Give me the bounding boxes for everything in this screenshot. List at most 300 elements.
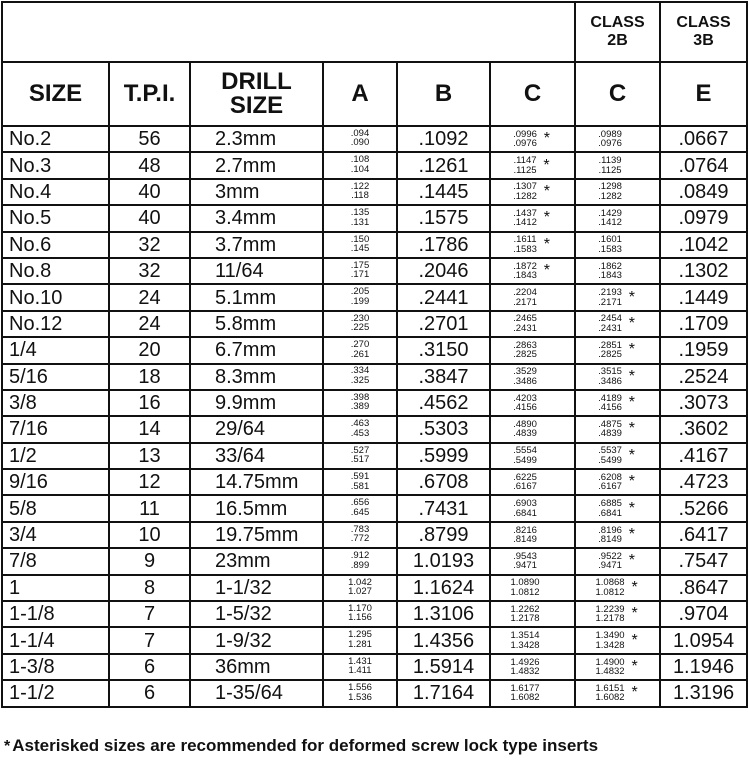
b-cell: .5999 (397, 443, 490, 469)
a-tolerance: .108 .104 (350, 154, 370, 175)
e-cell: .1449 (660, 284, 747, 310)
c-3b-cell (575, 680, 660, 706)
c-2b-cell (490, 152, 575, 178)
table-row (2, 548, 747, 574)
table-row (2, 258, 747, 284)
table-row (2, 443, 747, 469)
tpi-cell: 32 (109, 232, 190, 258)
col-header-a: A (323, 62, 397, 126)
table-row (2, 469, 747, 495)
a-tolerance: .150 .145 (350, 233, 370, 254)
b-cell: .2701 (397, 311, 490, 337)
size-cell: 7/8 (2, 548, 109, 574)
c-3b-cell (575, 548, 660, 574)
a-cell (323, 284, 397, 310)
c-3b-cell (575, 337, 660, 363)
a-cell (323, 654, 397, 680)
tpi-cell: 7 (109, 627, 190, 653)
c-3b-cell (575, 627, 660, 653)
a-cell (323, 126, 397, 152)
b-cell: .1575 (397, 205, 490, 231)
drill-size-cell: 1-5/32 (190, 601, 323, 627)
drill-size-cell: 3.4mm (190, 205, 323, 231)
a-cell (323, 364, 397, 390)
tpi-cell: 48 (109, 152, 190, 178)
a-cell (323, 495, 397, 521)
asterisk-icon: * (628, 288, 636, 306)
tpi-cell: 24 (109, 311, 190, 337)
e-cell: .1302 (660, 258, 747, 284)
c-2b-cell (490, 205, 575, 231)
table-body (2, 126, 747, 707)
a-tolerance: .527 .517 (350, 444, 370, 466)
a-cell (323, 601, 397, 627)
tpi-cell: 40 (109, 179, 190, 205)
c-3b-tolerance: .1429 .1412 (598, 207, 622, 229)
footnote (4, 736, 598, 756)
a-tolerance: .463 .453 (350, 418, 370, 439)
tpi-cell: 18 (109, 364, 190, 390)
table-row (2, 390, 747, 416)
size-cell: 3/4 (2, 522, 109, 548)
a-cell (323, 205, 397, 231)
b-cell: .8799 (397, 522, 490, 548)
c-2b-cell (490, 232, 575, 258)
a-cell (323, 416, 397, 442)
b-cell: .7431 (397, 495, 490, 521)
a-tolerance: .122 .118 (350, 180, 370, 202)
c-3b-tolerance: .1298 .1282 (598, 181, 622, 202)
b-cell: .2046 (397, 258, 490, 284)
a-tolerance: .783 .772 (350, 523, 370, 545)
c-2b-tolerance: 1.6177 1.6082 (510, 682, 540, 704)
c-2b-tolerance: .2465 .2431 (513, 313, 537, 334)
e-cell: .0979 (660, 205, 747, 231)
a-cell (323, 522, 397, 548)
class-2b-header: CLASS 2B (575, 2, 660, 62)
c-3b-tolerance: .6208 .6167 (598, 471, 622, 493)
asterisk-icon: * (628, 314, 636, 332)
col-header-c-3b: C (575, 62, 660, 126)
size-cell: No.4 (2, 179, 109, 205)
b-cell: .5303 (397, 416, 490, 442)
b-cell: .4562 (397, 390, 490, 416)
e-cell: 1.0954 (660, 627, 747, 653)
drill-size-cell: 14.75mm (190, 469, 323, 495)
a-cell (323, 443, 397, 469)
a-tolerance: .591 .581 (350, 471, 370, 492)
tpi-cell: 9 (109, 548, 190, 574)
c-3b-cell (575, 232, 660, 258)
c-2b-tolerance: .1147 .1125 (513, 155, 537, 176)
e-cell: .1709 (660, 311, 747, 337)
c-3b-cell (575, 390, 660, 416)
a-cell (323, 575, 397, 601)
c-2b-tolerance: 1.4926 1.4832 (510, 656, 540, 677)
tpi-cell: 14 (109, 416, 190, 442)
c-3b-cell (575, 364, 660, 390)
tpi-cell: 16 (109, 390, 190, 416)
b-cell: 1.3106 (397, 601, 490, 627)
asterisk-icon: * (628, 446, 636, 464)
a-cell (323, 258, 397, 284)
c-2b-tolerance: .2863 .2825 (513, 339, 537, 361)
a-tolerance: .175 .171 (350, 259, 370, 281)
a-cell (323, 680, 397, 706)
a-cell (323, 311, 397, 337)
tpi-cell: 32 (109, 258, 190, 284)
table-row (2, 364, 747, 390)
c-3b-cell (575, 495, 660, 521)
asterisk-icon: * (543, 182, 551, 200)
tpi-cell: 20 (109, 337, 190, 363)
size-cell: No.12 (2, 311, 109, 337)
b-cell: 1.7164 (397, 680, 490, 706)
c-2b-cell (490, 469, 575, 495)
drill-size-cell: 3.7mm (190, 232, 323, 258)
c-2b-cell (490, 284, 575, 310)
asterisk-icon: * (628, 367, 636, 385)
size-cell: 1-3/8 (2, 654, 109, 680)
footnote-text: Asterisked sizes are recommended for deformed screw lock type inserts (12, 736, 599, 755)
e-cell: 1.1946 (660, 654, 747, 680)
a-cell (323, 390, 397, 416)
e-cell: .5266 (660, 495, 747, 521)
c-3b-tolerance: .4875 .4839 (598, 418, 622, 440)
a-cell (323, 232, 397, 258)
drill-size-cell: 9.9mm (190, 390, 323, 416)
c-3b-cell (575, 311, 660, 337)
c-2b-tolerance: 1.3514 1.3428 (510, 630, 540, 651)
size-cell: 1 (2, 575, 109, 601)
size-cell: 9/16 (2, 469, 109, 495)
e-cell: .0849 (660, 179, 747, 205)
blank-header-cell (2, 2, 575, 62)
a-tolerance: 1.042 1.027 (348, 576, 372, 598)
c-2b-cell (490, 179, 575, 205)
table-row (2, 126, 747, 152)
a-cell (323, 179, 397, 205)
e-cell: .4167 (660, 443, 747, 469)
table-row (2, 284, 747, 310)
c-2b-tolerance: .1307 .1282 (513, 181, 537, 202)
c-2b-cell (490, 311, 575, 337)
a-cell (323, 548, 397, 574)
e-cell: .9704 (660, 601, 747, 627)
c-3b-cell (575, 179, 660, 205)
c-2b-tolerance: 1.0890 1.0812 (510, 577, 540, 598)
drill-size-cell: 2.7mm (190, 152, 323, 178)
tpi-cell: 10 (109, 522, 190, 548)
a-tolerance: .094 .090 (350, 127, 370, 149)
e-cell: .0764 (660, 152, 747, 178)
c-2b-cell (490, 258, 575, 284)
table-row (2, 627, 747, 653)
size-cell: 5/16 (2, 364, 109, 390)
c-3b-tolerance: .2851 .2825 (598, 339, 622, 361)
c-2b-tolerance: .8216 .8149 (513, 524, 537, 546)
c-3b-tolerance: .2454 .2431 (598, 313, 622, 334)
c-2b-tolerance: .6225 .6167 (513, 471, 537, 493)
asterisk-icon: * (628, 499, 636, 517)
size-cell: 1-1/4 (2, 627, 109, 653)
c-3b-tolerance: .2193 .2171 (598, 287, 622, 308)
table-row (2, 495, 747, 521)
drill-size-cell: 5.1mm (190, 284, 323, 310)
e-cell: 1.3196 (660, 680, 747, 706)
c-3b-tolerance: .9522 .9471 (598, 550, 622, 572)
c-2b-cell (490, 654, 575, 680)
size-cell: No.10 (2, 284, 109, 310)
c-2b-cell (490, 416, 575, 442)
col-header-e: E (660, 62, 747, 126)
c-2b-tolerance: .9543 .9471 (513, 550, 537, 572)
tpi-cell: 6 (109, 680, 190, 706)
c-2b-cell (490, 126, 575, 152)
drill-size-cell: 16.5mm (190, 495, 323, 521)
size-cell: 3/8 (2, 390, 109, 416)
tpi-cell: 24 (109, 284, 190, 310)
size-cell: 1-1/8 (2, 601, 109, 627)
a-cell (323, 337, 397, 363)
col-header-b: B (397, 62, 490, 126)
c-2b-cell (490, 601, 575, 627)
table-row (2, 575, 747, 601)
c-3b-tolerance: 1.3490 1.3428 (595, 630, 625, 651)
drill-size-cell: 23mm (190, 548, 323, 574)
c-2b-tolerance: .1611 .1583 (513, 234, 537, 255)
a-tolerance: 1.295 1.281 (348, 629, 372, 650)
e-cell: .1959 (660, 337, 747, 363)
asterisk-icon: * (628, 526, 636, 544)
c-3b-tolerance: .8196 .8149 (598, 524, 622, 546)
c-2b-cell (490, 522, 575, 548)
a-tolerance: .398 .389 (350, 391, 370, 413)
a-tolerance: .135 .131 (350, 207, 370, 228)
c-3b-cell (575, 575, 660, 601)
c-3b-tolerance: 1.4900 1.4832 (595, 656, 625, 677)
size-cell: 1-1/2 (2, 680, 109, 706)
c-3b-tolerance: 1.6151 1.6082 (595, 682, 625, 704)
c-3b-cell (575, 284, 660, 310)
tpi-cell: 12 (109, 469, 190, 495)
a-cell (323, 152, 397, 178)
a-tolerance: 1.431 1.411 (348, 655, 372, 677)
c-2b-tolerance: .3529 .3486 (513, 366, 537, 387)
c-3b-tolerance: .0989 .0976 (598, 128, 622, 150)
b-cell: 1.5914 (397, 654, 490, 680)
asterisk-icon: * (543, 262, 551, 280)
col-header-size: SIZE (2, 62, 109, 126)
c-3b-tolerance: 1.2239 1.2178 (595, 603, 625, 625)
drill-size-cell: 1-9/32 (190, 627, 323, 653)
size-cell: No.6 (2, 232, 109, 258)
c-2b-tolerance: .4203 .4156 (513, 392, 537, 414)
c-2b-tolerance: 1.2262 1.2178 (510, 603, 540, 625)
asterisk-icon: * (543, 156, 550, 174)
tpi-cell: 11 (109, 495, 190, 521)
size-cell: 7/16 (2, 416, 109, 442)
tpi-cell: 8 (109, 575, 190, 601)
col-header-c-2b: C (490, 62, 575, 126)
tpi-cell: 13 (109, 443, 190, 469)
e-cell: .3602 (660, 416, 747, 442)
c-2b-tolerance: .2204 .2171 (513, 287, 537, 308)
class-3b-header: CLASS 3B (660, 2, 747, 62)
c-3b-tolerance: .1139 .1125 (598, 155, 622, 176)
drill-size-cell: 5.8mm (190, 311, 323, 337)
c-2b-tolerance: .1437 .1412 (513, 207, 537, 229)
e-cell: .8647 (660, 575, 747, 601)
c-3b-cell (575, 152, 660, 178)
drill-size-cell: 19.75mm (190, 522, 323, 548)
c-3b-tolerance: .4189 .4156 (598, 392, 622, 414)
c-3b-cell (575, 416, 660, 442)
size-cell: No.8 (2, 258, 109, 284)
c-2b-cell (490, 390, 575, 416)
b-cell: 1.4356 (397, 627, 490, 653)
e-cell: .3073 (660, 390, 747, 416)
drill-size-cell: 1-35/64 (190, 680, 323, 706)
table-row (2, 232, 747, 258)
drill-size-cell: 29/64 (190, 416, 323, 442)
tpi-cell: 56 (109, 126, 190, 152)
asterisk-icon: * (631, 605, 638, 623)
table-row (2, 311, 747, 337)
asterisk-icon: * (628, 394, 636, 412)
drill-size-cell: 11/64 (190, 258, 323, 284)
a-tolerance: .205 .199 (350, 286, 370, 307)
b-cell: .1261 (397, 152, 490, 178)
c-3b-tolerance: .5537 .5499 (598, 445, 622, 466)
asterisk-icon: * (628, 473, 636, 491)
drill-size-cell: 6.7mm (190, 337, 323, 363)
table-row (2, 522, 747, 548)
size-cell: 1/4 (2, 337, 109, 363)
asterisk-icon: * (543, 130, 551, 148)
c-2b-cell (490, 627, 575, 653)
c-3b-cell (575, 469, 660, 495)
c-2b-tolerance: .5554 .5499 (513, 445, 537, 466)
tpi-cell: 7 (109, 601, 190, 627)
a-tolerance: .270 .261 (350, 339, 370, 360)
size-cell: No.3 (2, 152, 109, 178)
c-2b-cell (490, 680, 575, 706)
table-row (2, 179, 747, 205)
c-3b-cell (575, 126, 660, 152)
asterisk-icon: * (543, 235, 551, 253)
c-3b-tolerance: 1.0868 1.0812 (595, 577, 625, 598)
table-row (2, 205, 747, 231)
b-cell: 1.1624 (397, 575, 490, 601)
asterisk-icon: * (631, 684, 638, 702)
a-cell (323, 627, 397, 653)
b-cell: .1445 (397, 179, 490, 205)
table-row (2, 416, 747, 442)
a-tolerance: .230 .225 (350, 312, 370, 334)
size-cell: No.2 (2, 126, 109, 152)
c-2b-tolerance: .1872 .1843 (513, 260, 537, 282)
size-cell: 5/8 (2, 495, 109, 521)
e-cell: .6417 (660, 522, 747, 548)
c-2b-tolerance: .4890 .4839 (513, 418, 537, 440)
asterisk-icon: * (628, 420, 636, 438)
e-cell: .1042 (660, 232, 747, 258)
c-3b-tolerance: .1601 .1583 (598, 234, 622, 255)
a-tolerance: .656 .645 (350, 497, 370, 518)
asterisk-icon: * (628, 341, 636, 359)
b-cell: .3847 (397, 364, 490, 390)
a-tolerance: 1.556 1.536 (348, 682, 372, 703)
c-3b-cell (575, 654, 660, 680)
table-row (2, 680, 747, 706)
e-cell: .7547 (660, 548, 747, 574)
c-3b-tolerance: .3515 .3486 (598, 366, 622, 387)
col-header-drill-size: DRILL SIZE (190, 62, 323, 126)
e-cell: .4723 (660, 469, 747, 495)
table-row (2, 337, 747, 363)
asterisk-icon: * (631, 658, 638, 675)
c-2b-cell (490, 548, 575, 574)
c-3b-cell (575, 522, 660, 548)
drill-size-cell: 2.3mm (190, 126, 323, 152)
a-tolerance: .334 .325 (350, 365, 370, 386)
c-2b-cell (490, 575, 575, 601)
drill-size-cell: 3mm (190, 179, 323, 205)
asterisk-icon: * (631, 631, 638, 649)
size-cell: 1/2 (2, 443, 109, 469)
c-3b-cell (575, 258, 660, 284)
c-2b-cell (490, 337, 575, 363)
asterisk-icon: * (4, 738, 11, 755)
b-cell: .2441 (397, 284, 490, 310)
c-2b-cell (490, 443, 575, 469)
b-cell: .3150 (397, 337, 490, 363)
b-cell: 1.0193 (397, 548, 490, 574)
drill-size-cell: 1-1/32 (190, 575, 323, 601)
asterisk-icon: * (631, 578, 638, 596)
b-cell: .1092 (397, 126, 490, 152)
drill-size-cell: 8.3mm (190, 364, 323, 390)
asterisk-icon: * (628, 552, 636, 570)
c-3b-tolerance: .1862 .1843 (598, 260, 622, 282)
b-cell: .6708 (397, 469, 490, 495)
drill-size-cell: 33/64 (190, 443, 323, 469)
e-cell: .0667 (660, 126, 747, 152)
col-header-tpi: T.P.I. (109, 62, 190, 126)
c-3b-cell (575, 205, 660, 231)
c-2b-cell (490, 364, 575, 390)
c-2b-cell (490, 495, 575, 521)
tpi-cell: 6 (109, 654, 190, 680)
tpi-cell: 40 (109, 205, 190, 231)
c-2b-tolerance: .0996 .0976 (513, 128, 537, 150)
c-3b-cell (575, 601, 660, 627)
c-3b-cell (575, 443, 660, 469)
drill-size-cell: 36mm (190, 654, 323, 680)
table-row (2, 601, 747, 627)
a-tolerance: 1.170 1.156 (348, 602, 372, 624)
table-row (2, 654, 747, 680)
e-cell: .2524 (660, 364, 747, 390)
thread-insert-table (1, 1, 748, 708)
table-row (2, 152, 747, 178)
a-cell (323, 469, 397, 495)
c-2b-tolerance: .6903 .6841 (513, 498, 537, 519)
size-cell: No.5 (2, 205, 109, 231)
a-tolerance: .912 .899 (350, 550, 370, 571)
b-cell: .1786 (397, 232, 490, 258)
